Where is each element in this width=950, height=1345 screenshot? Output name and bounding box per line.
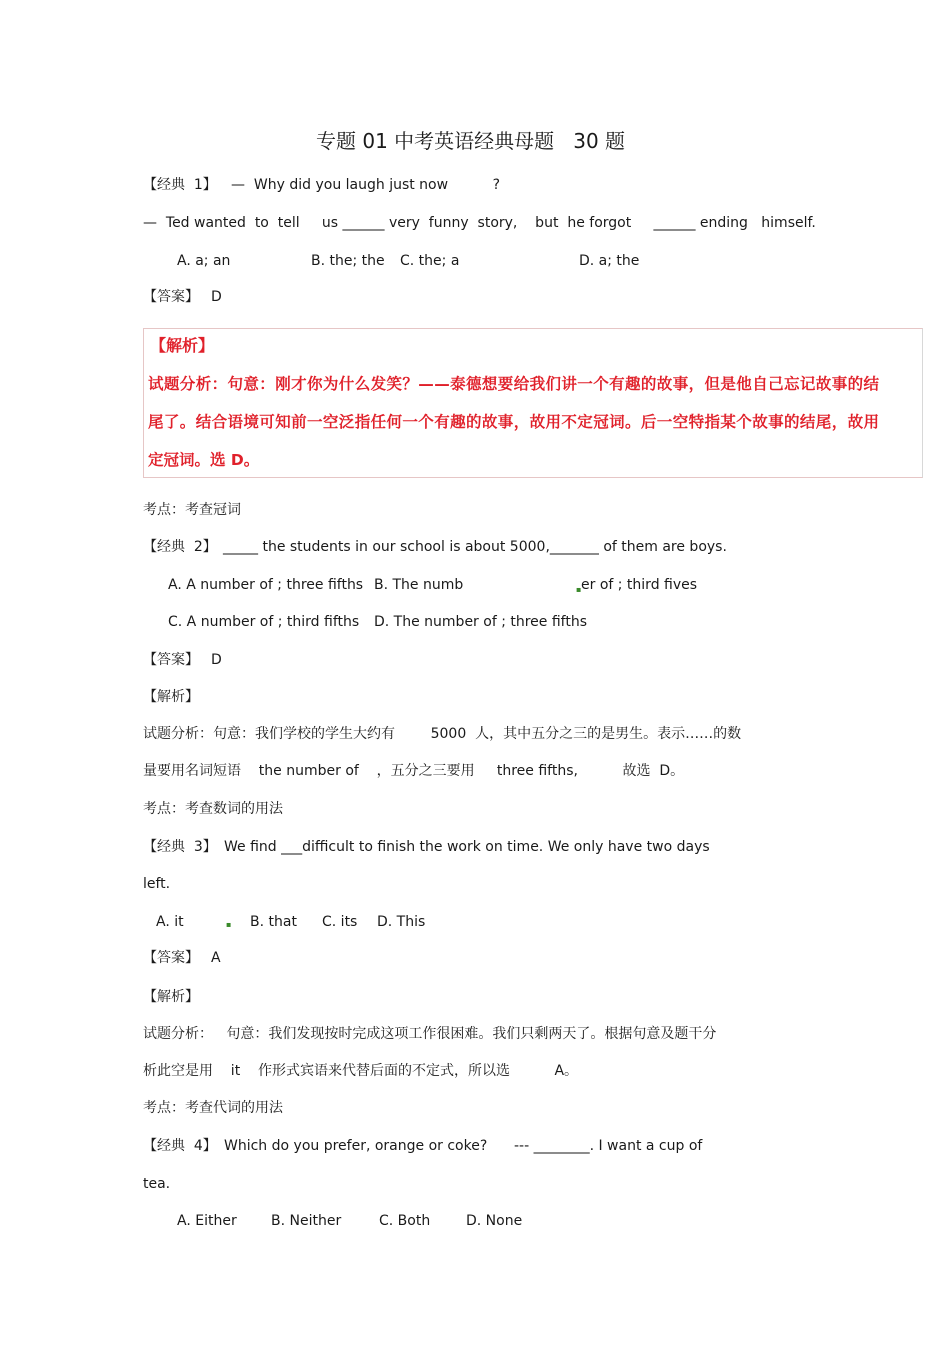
stray-mark: ▪ — [576, 585, 582, 594]
q4-option-b: B. Neither — [271, 1213, 342, 1229]
q4-option-d: D. None — [466, 1213, 523, 1229]
q3-option-d: D. This — [377, 914, 426, 930]
q1-answer: D — [211, 289, 222, 305]
q2-label: 【经典 2】 — [143, 539, 217, 555]
q2-analysis-line-1: 试题分析：句意：我们学校的学生大约有 5000 人，其中五分之三的是男生。表示……的数 — [143, 726, 742, 742]
stray-mark: ▪ — [226, 920, 232, 929]
q3-answer: A — [211, 950, 221, 966]
q1-prompt: — Why did you laugh just now ? — [231, 177, 501, 193]
q1-reply: — Ted wanted to tell us ______ very funny story, but he forgot ______ ending himself. — [143, 215, 816, 231]
q2-option-a: A. A number of ; three fifths — [168, 577, 364, 593]
q3-option-a: A. it — [156, 914, 184, 930]
q2-answer: D — [211, 652, 222, 668]
q2-analysis-line-2: 量要用名词短语 the number of ，五分之三要用 three fifths, 故选 D。 — [143, 763, 685, 779]
q2-option-b-part1: B. The numb — [374, 577, 464, 593]
q2-answer-label: 【答案】 — [143, 652, 199, 668]
q3-analysis-line-1: 试题分析： 句意：我们发现按时完成这项工作很困难。我们只剩两天了。根据句意及题干分 — [143, 1026, 717, 1042]
q1-analysis-label: 【解析】 — [150, 336, 215, 355]
q3-analysis-line-2: 析此空是用 it 作形式宾语来代替后面的不定式，所以选 A。 — [143, 1063, 579, 1079]
q2-point: 考点：考查数词的用法 — [143, 801, 283, 817]
q1-analysis-line-3: 定冠词。选 D。 — [148, 451, 260, 469]
q3-prompt: We find ___difficult to finish the work on time. We only have two days — [224, 839, 710, 855]
q3-option-c: C. its — [322, 914, 358, 930]
q1-option-c: C. the; a — [400, 253, 460, 269]
q1-point: 考点：考查冠词 — [143, 502, 241, 518]
q1-analysis-line-1: 试题分析：句意：刚才你为什么发笑？——泰德想要给我们讲一个有趣的故事，但是他自己忘记故事的结 — [148, 375, 880, 393]
q4-option-c: C. Both — [379, 1213, 431, 1229]
q1-analysis-box — [143, 328, 923, 478]
q4-option-a: A. Either — [177, 1213, 237, 1229]
q4-prompt: Which do you prefer, orange or coke? --- ________. I want a cup of — [224, 1138, 703, 1154]
q3-answer-label: 【答案】 — [143, 950, 199, 966]
q2-option-c: C. A number of ; third fifths — [168, 614, 360, 630]
q1-option-a: A. a; an — [177, 253, 231, 269]
page-title: 专题 01 中考英语经典母题 30 题 — [316, 129, 626, 153]
q1-option-b: B. the; the — [311, 253, 385, 269]
q1-answer-label: 【答案】 — [143, 289, 199, 305]
q2-option-b-part2: er of ; third fives — [581, 577, 698, 593]
q1-analysis-line-2: 尾了。结合语境可知前一空泛指任何一个有趣的故事，故用不定冠词。后一空特指某个故事的结尾，故用 — [148, 413, 880, 431]
q2-prompt: _____ the students in our school is about 5000,_______ of them are boys. — [223, 539, 727, 555]
q1-label: 【经典 1】 — [143, 177, 217, 193]
q4-label: 【经典 4】 — [143, 1138, 217, 1154]
q3-option-b: B. that — [250, 914, 297, 930]
q3-prompt-continued: left. — [143, 876, 171, 892]
q3-label: 【经典 3】 — [143, 839, 217, 855]
q1-option-d: D. a; the — [579, 253, 640, 269]
q3-analysis-label: 【解析】 — [143, 989, 199, 1005]
q3-point: 考点：考查代词的用法 — [143, 1100, 283, 1116]
q4-prompt-continued: tea. — [143, 1176, 171, 1192]
q2-analysis-label: 【解析】 — [143, 689, 199, 705]
q2-option-d: D. The number of ; three fifths — [374, 614, 588, 630]
